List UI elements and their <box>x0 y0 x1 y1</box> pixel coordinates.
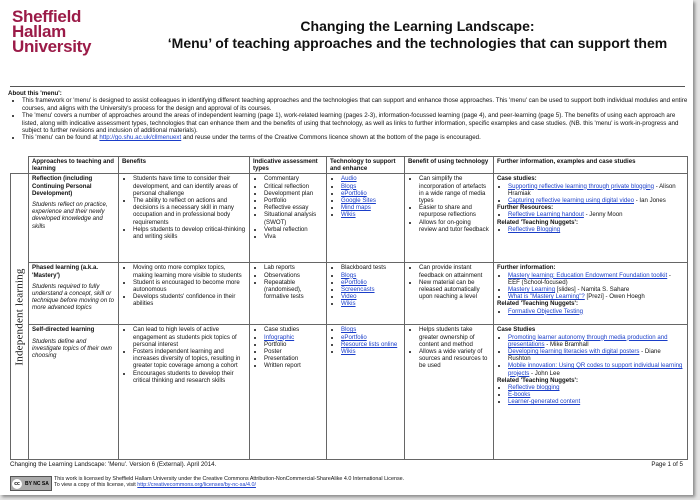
technology-item <box>341 197 401 204</box>
technology-link[interactable]: Google Sites <box>341 197 376 205</box>
footer-page-number: Page 1 of 5 <box>651 461 683 468</box>
technology-benefit-item: • Can simplify the incorporation of artefacts in a wide range of media types <box>419 175 490 204</box>
technology-link[interactable]: Wikis <box>341 348 356 356</box>
assessment-item: • Critical reflection <box>264 183 323 190</box>
license-text <box>54 476 404 489</box>
resource-item <box>508 272 684 286</box>
about-item-tail: and reuse under the terms of the Creative Commons licence shown at the bottom of the page is encouraged. <box>181 134 481 142</box>
benefit-item: • Moving onto more complex topics, making learning more visible to students <box>133 264 246 278</box>
technology-link[interactable]: Resource lists online <box>341 340 398 348</box>
resource-item <box>508 226 684 233</box>
resource-item <box>508 308 684 315</box>
creative-commons-badge[interactable] <box>10 476 52 491</box>
resource-author: - Jenny Moon <box>583 211 623 219</box>
column-header: Benefits <box>119 157 250 174</box>
technology-benefit-item: • New material can be released automatically upon reaching a level <box>419 279 490 301</box>
column-header: Further information, examples and case studies <box>494 157 688 174</box>
technology-item <box>341 300 401 307</box>
assessment-item: • Portfolio <box>264 197 323 204</box>
license-line-text: To view a copy of this license, visit <box>54 482 136 489</box>
resource-link[interactable]: Developing learning literacies with digital posters <box>508 348 640 356</box>
section-label-text: Independent learning <box>12 268 25 366</box>
logo-line: University <box>12 37 92 56</box>
technology-link[interactable]: Audio <box>341 175 357 183</box>
approach-cell <box>29 263 119 325</box>
technology-benefit-item: • Can provide instant feedback on attainment <box>419 264 490 278</box>
table-row <box>11 325 688 460</box>
technology-link[interactable]: Mind maps <box>341 204 371 212</box>
university-logo <box>12 9 112 54</box>
benefit-item: • Can lead to high levels of active engagement as students pick topics of personal interest <box>133 326 246 348</box>
cc-icon: cc <box>12 479 22 489</box>
technology-benefit-cell <box>405 174 494 263</box>
further-info-label: Further information: <box>497 264 556 272</box>
license-line: This work is licensed by Sheffield Hallam University under the Creative Commons Attribution-NonCommercial-ShareAlike 4.0 International License. <box>54 476 405 482</box>
further-info-cell <box>494 325 688 460</box>
further-info-label: Related 'Teaching Nuggets': <box>497 218 578 226</box>
resource-item <box>508 348 684 362</box>
further-info-label: Further Resources: <box>497 204 554 212</box>
assessment-item: • Observations <box>264 272 323 279</box>
assessment-cell <box>250 263 327 325</box>
resource-item <box>508 293 684 300</box>
technology-item <box>341 211 401 218</box>
column-header: Benefit of using technology <box>405 157 494 174</box>
further-info-cell <box>494 174 688 263</box>
resource-link[interactable]: Reflective blogging <box>508 384 560 392</box>
approach-title: Reflection (including Continuing Personal Development) <box>32 175 93 197</box>
approach-title: Phased learning (a.k.a. 'Mastery') <box>32 264 99 279</box>
resource-author: - John Lee <box>529 369 560 377</box>
resource-link[interactable]: Reflective Learning handout <box>508 211 584 219</box>
benefit-item: • Student is encouraged to become more autonomous <box>133 279 246 293</box>
technology-link[interactable]: Wikis <box>341 300 356 308</box>
assessment-item: • Presentation <box>264 355 323 362</box>
resource-item <box>508 398 684 405</box>
assessment-item: • Development plan <box>264 190 323 197</box>
technology-benefit-item: • Allows a wide variety of sources and resources to be used <box>419 348 490 370</box>
technology-link[interactable]: Screencasts <box>341 286 375 294</box>
technology-benefit-cell <box>405 325 494 460</box>
technology-item <box>341 279 401 286</box>
technology-cell <box>327 263 405 325</box>
resource-author: [slides] - Namita S. Sahare <box>555 286 630 294</box>
technology-item <box>341 293 401 300</box>
technology-link[interactable]: Blogs <box>341 182 357 190</box>
title-line-1: Changing the Learning Landscape: <box>300 18 535 34</box>
approach-cell <box>29 325 119 460</box>
technology-item <box>341 175 401 182</box>
about-heading: About this 'menu': <box>8 90 62 97</box>
about-list <box>8 97 688 141</box>
assessment-item: • Case studies <box>264 326 323 333</box>
technology-link[interactable]: Blogs <box>341 326 357 334</box>
about-item <box>22 134 688 141</box>
resource-link[interactable]: E-books <box>508 391 531 399</box>
resource-link[interactable]: Capturing reflective learning using digital video <box>508 197 635 205</box>
assessment-item: • Commentary <box>264 175 323 182</box>
resource-link[interactable]: What is "Mastery Learning"? <box>508 293 585 301</box>
assessment-item: • Situational analysis (SWOT) <box>264 211 323 225</box>
benefit-item: • Develops students' confidence in their abilities <box>133 293 246 307</box>
benefits-cell <box>119 325 250 460</box>
technology-benefit-item: • Allows for on-going review and tutor feedback <box>419 219 490 233</box>
technology-link[interactable]: Blogs <box>341 271 357 279</box>
resource-link[interactable]: Mastery learning: Education Endowment Foundation toolkit <box>508 271 668 279</box>
approach-description: Students define and investigate topics of their own choosing <box>32 337 112 360</box>
technology-item: • Blackboard tests <box>341 264 401 271</box>
resource-link[interactable]: Mastery Learning <box>508 286 556 294</box>
assessment-cell <box>250 325 327 460</box>
resource-link[interactable]: Learner-generated content <box>508 398 581 406</box>
approach-title: Self-directed learning <box>32 326 95 334</box>
resource-item <box>508 197 684 204</box>
logo-line: Hallam <box>12 22 66 41</box>
document-title <box>145 18 690 52</box>
approach-cell <box>29 174 119 263</box>
section-side-label <box>11 174 29 460</box>
technology-benefit-item: • Easier to share and repurpose reflections <box>419 204 490 218</box>
resource-item <box>508 334 684 348</box>
column-header: Indicative assessment types <box>250 157 327 174</box>
header-divider <box>10 86 685 87</box>
about-item: • This framework or 'menu' is designed to assist colleagues in identifying different teaching approaches and the technologies that can support and enhance those approaches. This 'menu' can be used to support both individual modules and entire courses, and aligns with the University's process for the design and approval of its courses. <box>22 97 688 112</box>
resource-item <box>508 211 684 218</box>
resource-author: [Prezi] - Owen Hoegh <box>584 293 645 301</box>
resource-link[interactable]: Formative Objective Testing <box>508 307 584 315</box>
benefits-cell <box>119 263 250 325</box>
menu-url-link[interactable]: http://go.shu.ac.uk/cllmenuext <box>99 134 182 142</box>
technology-cell <box>327 325 405 460</box>
table-row <box>11 174 688 263</box>
assessment-item: • Reflective essay <box>264 204 323 211</box>
resource-link[interactable]: Promoting learner autonomy through media production and presentations <box>508 333 668 348</box>
footer-version: Changing the Learning Landscape: 'Menu'. Version 6 (External). April 2014. <box>10 461 217 468</box>
cc-license-tag: BY NC SA <box>25 480 49 487</box>
resource-item <box>508 286 684 293</box>
technology-item <box>341 334 401 341</box>
further-info-label: Related 'Teaching Nuggets': <box>497 300 578 308</box>
technology-item <box>341 183 401 190</box>
technology-item <box>341 326 401 333</box>
about-item-text: This 'menu' can be found at <box>22 134 98 142</box>
benefits-cell <box>119 174 250 263</box>
assessment-link[interactable]: Infographic <box>264 333 295 341</box>
resource-link[interactable]: Supporting reflective learning through private blogging <box>508 182 655 190</box>
benefit-item: • Encourages students to develop their critical thinking and research skills <box>133 370 246 384</box>
resource-link[interactable]: Reflective Blogging <box>508 225 561 233</box>
technology-link[interactable]: ePortfolio <box>341 189 367 197</box>
approach-description: Students required to fully understand a concept, skill or technique before moving on to more advanced topics <box>32 282 114 312</box>
column-header: Approaches to teaching and learning <box>29 157 119 174</box>
assessment-item: • Poster <box>264 348 323 355</box>
table-row <box>11 263 688 325</box>
resource-item <box>508 183 684 197</box>
assessment-item <box>264 334 323 341</box>
assessment-item: • Repeatable (randomised), formative tests <box>264 279 323 301</box>
resource-item <box>508 362 684 376</box>
table-header-row <box>11 157 688 174</box>
technology-link[interactable]: ePortfolio <box>341 333 367 341</box>
about-item: • The 'menu' covers a number of approaches around the areas of independent learning (page 1), work-related learning (pages 2-3), information-focussed learning (page 4), and peer-learning (page 5). The benefits of using each approach are listed, along with indicative assessment types, technologies that can enhance them and the benefits of using that technology, as well as links to further information, specific examples and case studies. (NB. this 'menu' is work-in-progress and subject to further revisions and inclusion of additional materials). <box>22 112 688 134</box>
technology-cell <box>327 174 405 263</box>
resource-author: - Ian Jones <box>634 197 666 205</box>
technology-benefit-cell <box>405 263 494 325</box>
assessment-item: • Verbal reflection <box>264 226 323 233</box>
technology-item <box>341 272 401 279</box>
assessment-item: • Lab reports <box>264 264 323 271</box>
logo-line: Sheffield <box>12 7 82 26</box>
further-info-label: Case studies: <box>497 175 537 183</box>
license-url-link[interactable]: http://creativecommons.org/licenses/by-nc-sa/4.0/ <box>137 482 256 489</box>
resource-item <box>508 384 684 391</box>
technology-link[interactable]: ePortfolio <box>341 278 367 286</box>
technology-item <box>341 348 401 355</box>
column-header: Technology to support and enhance <box>327 157 405 174</box>
technology-item <box>341 204 401 211</box>
menu-table <box>10 156 688 460</box>
resource-item <box>508 391 684 398</box>
assessment-item: • Portfolio <box>264 341 323 348</box>
assessment-item: • Viva <box>264 233 323 240</box>
resource-author: - Diane Rushton <box>508 348 661 363</box>
assessment-item: • Written report <box>264 362 323 369</box>
resource-link[interactable]: Mobile innovation: Using QR codes to support individual learning projects <box>508 362 683 377</box>
approach-description: Students reflect on practice, experience and their newly developed knowledge and skills <box>32 201 108 230</box>
resource-author: - Alison Hramiak <box>508 182 676 197</box>
title-line-2: ‘Menu’ of teaching approaches and the technologies that can support them <box>167 35 668 51</box>
resource-author: - EEF (School-focused) <box>508 271 671 286</box>
technology-item <box>341 286 401 293</box>
technology-item <box>341 190 401 197</box>
header-corner <box>11 157 29 174</box>
technology-link[interactable]: Wikis <box>341 211 356 219</box>
further-info-label: Related 'Teaching Nuggets': <box>497 376 578 384</box>
further-info-cell <box>494 263 688 325</box>
about-section <box>8 90 688 142</box>
benefit-item: • Students have time to consider their development, and can identify areas of personal challenge <box>133 175 246 197</box>
further-info-label: Case Studies <box>497 326 536 334</box>
technology-link[interactable]: Video <box>341 293 357 301</box>
benefit-item: • The ability to reflect on actions and decisions is a necessary skill in many occupation and in professional body requirements <box>133 197 246 226</box>
technology-benefit-item: • Helps students take greater ownership of content and method <box>419 326 490 348</box>
resource-author: - Mike Bramhall <box>544 340 589 348</box>
license-line <box>54 482 404 488</box>
assessment-cell <box>250 174 327 263</box>
technology-item <box>341 341 401 348</box>
benefit-item: • Fosters independent learning and increases diversity of topics, resulting in greater topic coverage among a cohort <box>133 348 246 370</box>
benefit-item: • Helps students to develop critical-thinking and writing skills <box>133 226 246 240</box>
